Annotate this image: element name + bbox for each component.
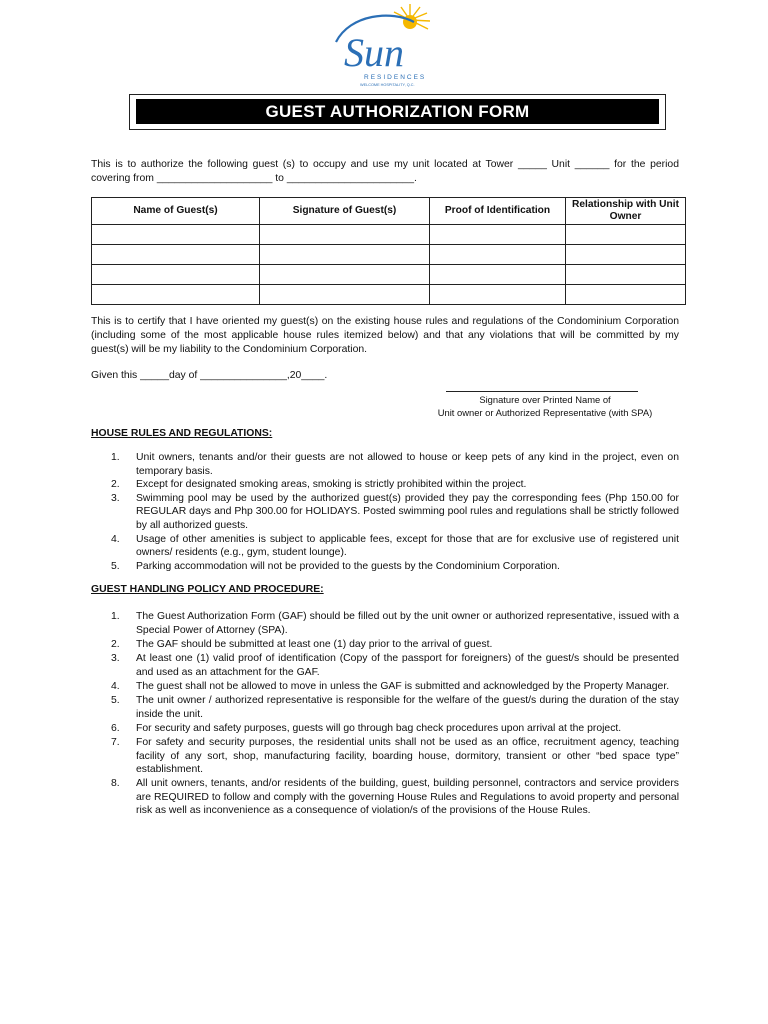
table-row: [92, 265, 686, 285]
cell-guest-signature[interactable]: [260, 265, 430, 285]
cell-guest-name[interactable]: [92, 225, 260, 245]
sun-logo-icon: [330, 2, 442, 88]
sun-residences-logo: [330, 2, 442, 88]
list-item: 3. Swimming pool may be used by the authorized guest(s) provided they pay the corresponding fees (Php 150.00 for REGULAR days and Php 300.00 for HOLIDAYS. Posted swimming pool rules and regulations shall be strictly followed by all authorized guests.: [111, 492, 679, 531]
cell-guest-signature[interactable]: [260, 285, 430, 305]
header-guest-signature: Signature of Guest(s): [260, 198, 430, 225]
list-item: 4. The guest shall not be allowed to move in unless the GAF is submitted and acknowledged by the Property Manager.: [111, 680, 670, 692]
list-item: 7. For safety and security purposes, the residential units shall not be used as an office, recruitment agency, teaching facility of any sort, shop, manufacturing facility, boarding house, dormitory, transient or other “bed space type” establishment.: [111, 736, 679, 776]
header-guest-name: Name of Guest(s): [92, 198, 260, 225]
cell-guest-name[interactable]: [92, 245, 260, 265]
list-item: 1. The Guest Authorization Form (GAF) should be filled out by the unit owner or authorized representative, issued with a Special Power of Attorney (SPA).: [111, 611, 679, 636]
cell-relationship[interactable]: [566, 265, 686, 285]
list-item: 8. All unit owners, tenants, and/or residents of the building, guest, building personnel, contractors and service providers are REQUIRED to follow and comply with the governing House Rules and Regulations to avoid property and personal risk as well as inconvenience as a consequence of violation/s of the provisions of the House Rules.: [111, 778, 679, 817]
signature-caption: [400, 393, 690, 419]
intro-paragraph: This is to authorize the following guest (s) to occupy and use my unit located at Tower _____ Unit ______ for the period covering from ____________________ to ______________________.: [91, 159, 679, 184]
list-item: 5. Parking accommodation will not be provided to the guests by the Condominium Corporation.: [111, 560, 560, 572]
cell-proof-id[interactable]: [430, 225, 566, 245]
form-title: GUEST AUTHORIZATION FORM: [136, 99, 659, 124]
list-item: 3. At least one (1) valid proof of identification (Copy of the passport for foreigners) of the guest/s should be presented and used as an attachment for the GAF.: [111, 652, 679, 678]
title-box: [129, 94, 666, 130]
cell-relationship[interactable]: [566, 225, 686, 245]
house-rules-list: [91, 451, 679, 573]
list-item: 5. The unit owner / authorized representative is responsible for the welfare of the guest/s during the duration of the stay inside the unit.: [111, 694, 679, 720]
cell-relationship[interactable]: [566, 285, 686, 305]
list-item: 1. Unit owners, tenants and/or their guests are not allowed to house or keep pets of any kind in the project, even on temporary basis.: [111, 452, 679, 477]
cell-guest-name[interactable]: [92, 285, 260, 305]
signature-caption-line1: Signature over Printed Name of: [479, 394, 611, 405]
cell-guest-name[interactable]: [92, 265, 260, 285]
cell-guest-signature[interactable]: [260, 225, 430, 245]
house-rules-heading: HOUSE RULES AND REGULATIONS:: [91, 428, 273, 439]
guest-policy-heading: GUEST HANDLING POLICY AND PROCEDURE:: [91, 584, 324, 595]
list-item: 2. Except for designated smoking areas, smoking is strictly prohibited within the project.: [111, 479, 527, 491]
list-item: 4. Usage of other amenities is subject to applicable fees, except for those that are for exclusive use of registered unit owners/ residents (e.g., gym, student lounge).: [111, 533, 679, 559]
guest-policy-list: [91, 610, 679, 819]
table-row: [92, 245, 686, 265]
cell-guest-signature[interactable]: [260, 245, 430, 265]
header-proof-id: Proof of Identification: [430, 198, 566, 225]
cell-relationship[interactable]: [566, 245, 686, 265]
cell-proof-id[interactable]: [430, 285, 566, 305]
logo-word: Sun: [344, 30, 404, 75]
guest-table-header: [92, 198, 686, 225]
header-relationship: Relationship with Unit Owner: [566, 198, 686, 225]
table-row: [92, 225, 686, 245]
logo-subtitle: RESIDENCES: [364, 74, 427, 81]
signature-caption-line2: Unit owner or Authorized Representative (with SPA): [437, 407, 653, 418]
certify-paragraph: This is to certify that I have oriented my guest(s) on the existing house rules and regulations of the Condominium Corporation (including some of the most applicable house rules itemized below) and that any violations that will be committed by my guest(s) will be my liability to the Condominium Corporation.: [91, 316, 679, 355]
given-date-line: Given this _____day of _______________,20____.: [91, 370, 328, 381]
guest-table: [91, 197, 686, 305]
list-item: 2. The GAF should be submitted at least one (1) day prior to the arrival of guest.: [111, 638, 493, 650]
cell-proof-id[interactable]: [430, 265, 566, 285]
signature-line[interactable]: [446, 391, 638, 392]
cell-proof-id[interactable]: [430, 245, 566, 265]
table-row: [92, 285, 686, 305]
logo-tagline: WELCOME HOSPITALITY, Q.C.: [360, 83, 415, 87]
list-item: 6. For security and safety purposes, guests will go through bag check procedures upon arrival at the project.: [111, 722, 622, 734]
